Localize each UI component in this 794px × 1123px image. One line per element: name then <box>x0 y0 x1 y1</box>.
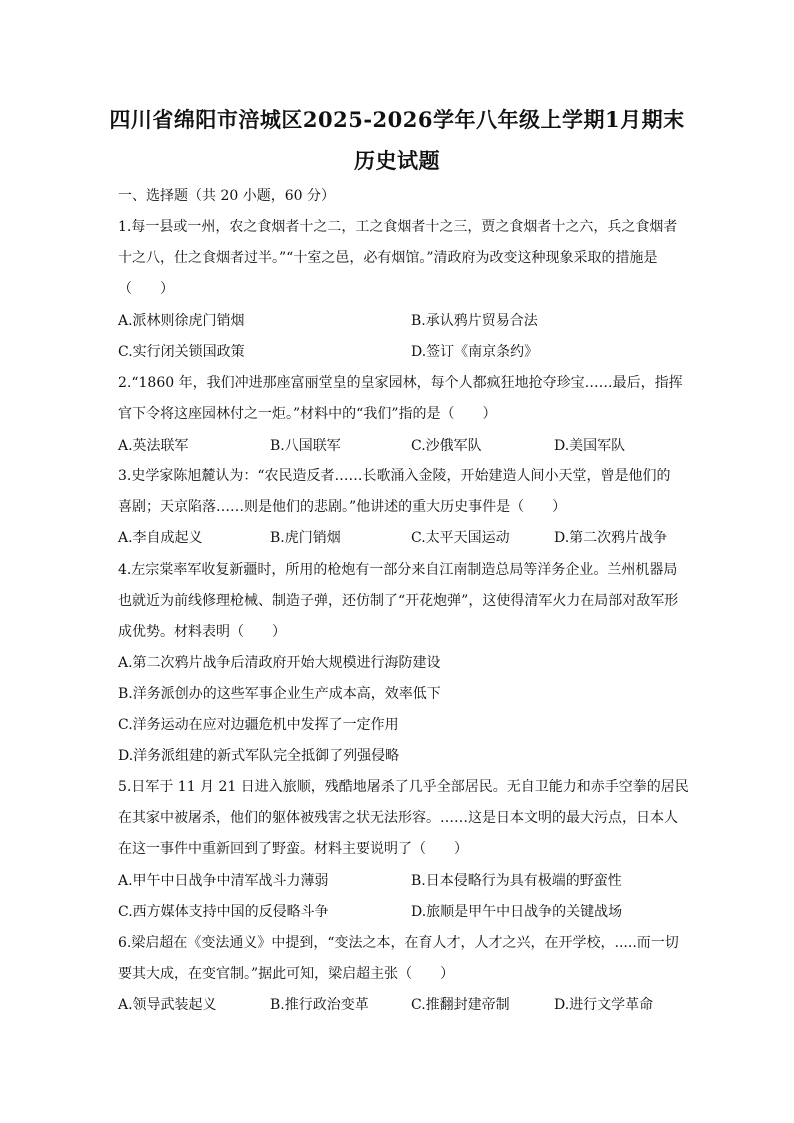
question-text-line: 3.史学家陈旭麓认为：“农民造反者……长歌涌入金陵，开始建造人间小天堂，曾是他们的 <box>118 468 671 484</box>
option-c: C.推翻封建帝制 <box>411 997 510 1013</box>
option-d: D.美国军队 <box>554 438 626 454</box>
question-text-line: 4.左宗棠率军收复新疆时，所用的枪炮有一部分来自江南制造总局等洋务企业。兰州机器局 <box>118 562 678 578</box>
question-text-line: 在其家中被屠杀，他们的躯体被残害之状无法形容。……这是日本文明的最大污点，日本人 <box>118 810 678 826</box>
option-b: B.八国联军 <box>270 438 341 454</box>
option-b: B.推行政治变革 <box>270 997 369 1013</box>
option-a: A.甲午中日战争中清军战斗力薄弱 <box>118 873 329 889</box>
question-text-line: 官下令将这座园林付之一炬。”材料中的“我们”指的是（ ） <box>118 406 497 422</box>
question-text-line: 成优势。材料表明（ ） <box>118 624 286 640</box>
question-text-line: 1.每一县或一州，农之食烟者十之二，工之食烟者十之三，贾之食烟者十之六，兵之食烟者 <box>118 219 678 235</box>
option-a: A.李自成起义 <box>118 530 203 546</box>
option-a: A.第二次鸦片战争后清政府开始大规模进行海防建设 <box>118 655 441 671</box>
option-d: D.旅顺是甲午中日战争的关键战场 <box>411 904 623 920</box>
option-d: D.签订《南京条约》 <box>411 344 539 360</box>
option-c: C.西方媒体支持中国的反侵略斗争 <box>118 904 329 920</box>
option-d: D.第二次鸦片战争 <box>554 530 668 546</box>
option-a: A.英法联军 <box>118 438 189 454</box>
option-b: B.承认鸦片贸易合法 <box>411 313 538 329</box>
exam-title: 四川省绵阳市涪城区2025-2026学年八年级上学期1月期末 <box>109 107 685 132</box>
option-a: A.领导武装起义 <box>118 997 217 1013</box>
option-c: C.洋务运动在应对边疆危机中发挥了一定作用 <box>118 717 399 733</box>
option-d: D.洋务派组建的新式军队完全抵御了列强侵略 <box>118 748 400 764</box>
option-c: C.太平天国运动 <box>411 530 510 546</box>
question-text-line: 5.日军于 11 月 21 日进入旅顺，残酷地屠杀了几乎全部居民。无自卫能力和赤手空拳的居民 <box>118 779 689 795</box>
section-heading: 一、选择题（共 20 小题，60 分） <box>118 188 335 204</box>
question-text-line: 十之八，仕之食烟者过半。”“十室之邑，必有烟馆。”清政府为改变这种现象采取的措施是 <box>118 250 658 266</box>
option-c: C.实行闭关锁国政策 <box>118 344 245 360</box>
question-text-line: 2.“1860 年，我们冲进那座富丽堂皇的皇家园林，每个人都疯狂地抢夺珍宝……最后，指挥 <box>118 375 683 391</box>
option-b: B.虎门销烟 <box>270 530 341 546</box>
question-text-line: （ ） <box>118 281 174 297</box>
option-b: B.日本侵略行为具有极端的野蛮性 <box>411 873 622 889</box>
question-text-line: 6.梁启超在《变法通义》中提到，“变法之本，在育人才，人才之兴，在开学校，.....而一切 <box>118 935 679 951</box>
question-text-line: 要其大成，在变官制。”据此可知，梁启超主张（ ） <box>118 966 455 982</box>
question-text-line: 也就近为前线修理枪械、制造子弹，还仿制了“开花炮弹”，这使得清军火力在局部对敌军形 <box>118 593 679 609</box>
exam-subtitle: 历史试题 <box>354 148 440 173</box>
option-d: D.进行文学革命 <box>554 997 654 1013</box>
question-text-line: 在这一事件中重新回到了野蛮。材料主要说明了（ ） <box>118 841 468 857</box>
option-b: B.洋务派创办的这些军事企业生产成本高，效率低下 <box>118 686 441 702</box>
option-c: C.沙俄军队 <box>411 438 482 454</box>
question-text-line: 喜剧；天京陷落……则是他们的悲剧。”他讲述的重大历史事件是（ ） <box>118 499 567 515</box>
option-a: A.派林则徐虎门销烟 <box>118 313 245 329</box>
